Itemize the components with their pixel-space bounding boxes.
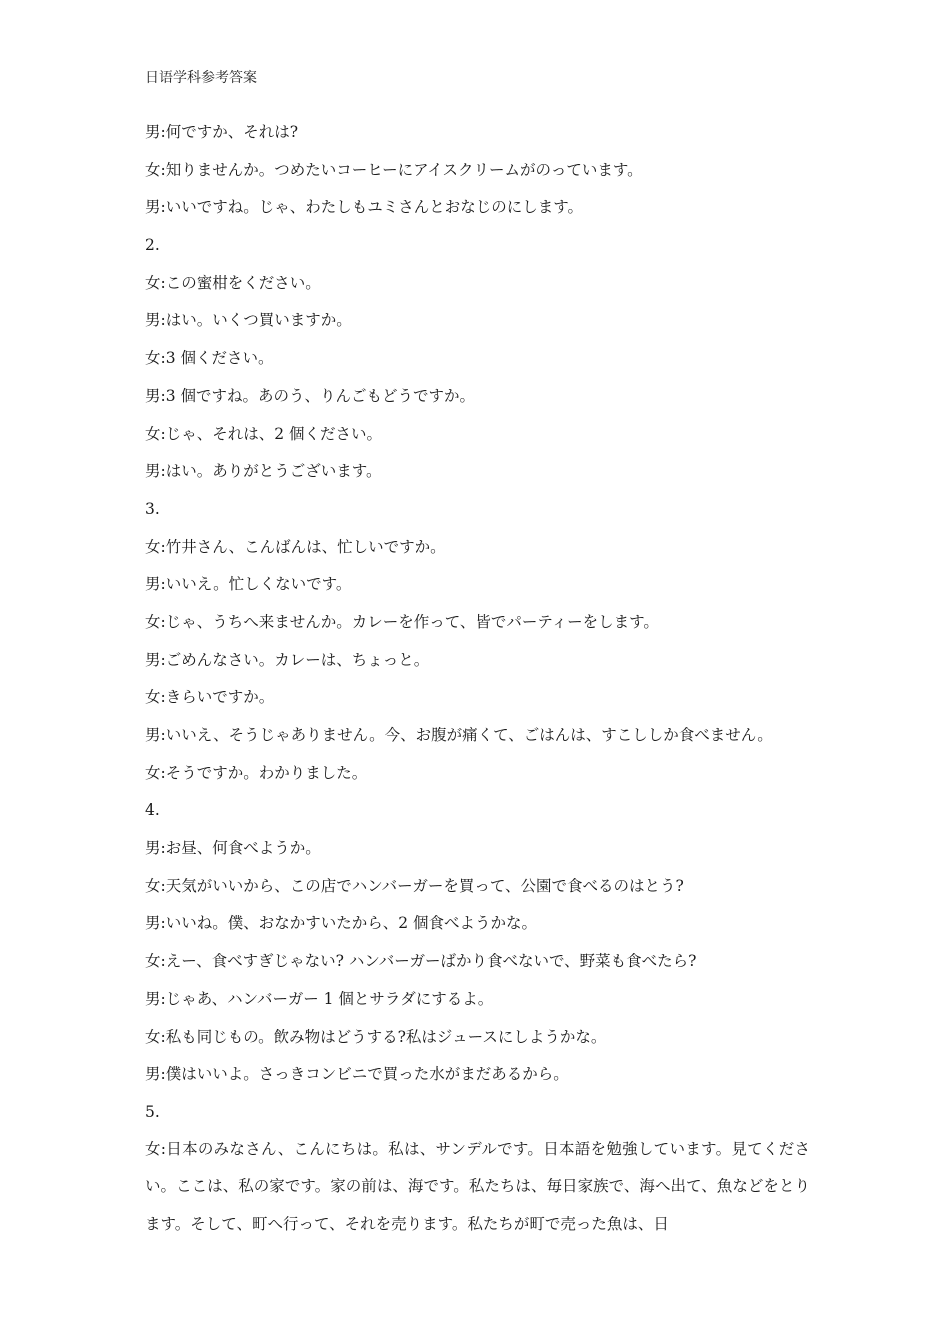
dialogue-line: 女:じゃ、うちへ来ませんか。カレーを作って、皆でパーティーをします。 — [145, 612, 659, 631]
dialogue-line: 女:きらいですか。 — [145, 688, 275, 707]
dialogue-line: 男:3 個ですね。あのう、りんごもどうですか。 — [145, 386, 476, 405]
dialogue-line: 女:天気がいいから、この店でハンバーガーを買って、公園で食べるのはとう? — [145, 876, 684, 895]
dialogue-line: 男:じゃあ、ハンバーガー 1 個とサラダにするよ。 — [145, 989, 494, 1008]
dialogue-line: 男:はい。いくつ買いますか。 — [145, 311, 352, 330]
dialogue-line: 女:この蜜柑をください。 — [145, 273, 321, 292]
section-number: 4. — [145, 801, 160, 820]
dialogue-line: 男:何ですか、それは? — [145, 123, 299, 141]
section-number: 2. — [145, 236, 160, 255]
dialogue-line: 男:ごめんなさい。カレーは、ちょっと。 — [145, 650, 430, 669]
dialogue-line: 男:いいね。僕、おなかすいたから、2 個食べようかな。 — [145, 914, 538, 933]
dialogue-line: 女:じゃ、それは、2 個ください。 — [145, 424, 383, 443]
dialogue-line: 男:はい。ありがとうございます。 — [145, 462, 382, 481]
monologue-paragraph: 女:日本のみなさん、こんにちは。私は、サンデルです。日本語を勉強しています。見てください。ここは、私の家です。家の前は、海です。私たちは、毎日家族で、海へ出て、魚などをとります。そして、町へ行って、それを売ります。私たちが町で売った魚は、日 — [145, 1139, 810, 1233]
dialogue-line: 男:いいえ。忙しくないです。 — [145, 575, 352, 594]
dialogue-line: 女:竹井さん、こんばんは、忙しいですか。 — [145, 537, 446, 556]
dialogue-line: 男:いいですね。じゃ、わたしもユミさんとおなじのにします。 — [145, 198, 583, 217]
section-number: 3. — [145, 499, 160, 518]
section-number: 5. — [145, 1102, 160, 1121]
dialogue-line: 男:お昼、何食べようか。 — [145, 839, 321, 858]
dialogue-line: 女:3 個ください。 — [145, 349, 274, 368]
page-header: 日语学科参考答案 — [145, 70, 257, 86]
dialogue-line: 男:僕はいいよ。さっきコンビニで買った水がまだあるから。 — [145, 1065, 569, 1084]
dialogue-line: 女:私も同じもの。飲み物はどうする?私はジュースにしようかな。 — [145, 1027, 607, 1046]
dialogue-line: 女:知りませんか。つめたいコーヒーにアイスクリームがのっています。 — [145, 160, 643, 179]
dialogue-line: 男:いいえ、そうじゃありません。今、お腹が痛くて、ごはんは、すこししか食べません。 — [145, 726, 773, 744]
dialogue-line: 女:えー、食べすぎじゃない? ハンバーガーばかり食べないで、野菜も食べたら? — [145, 952, 697, 971]
document-body — [145, 120, 810, 1244]
dialogue-line: 女:そうですか。わかりました。 — [145, 763, 368, 782]
